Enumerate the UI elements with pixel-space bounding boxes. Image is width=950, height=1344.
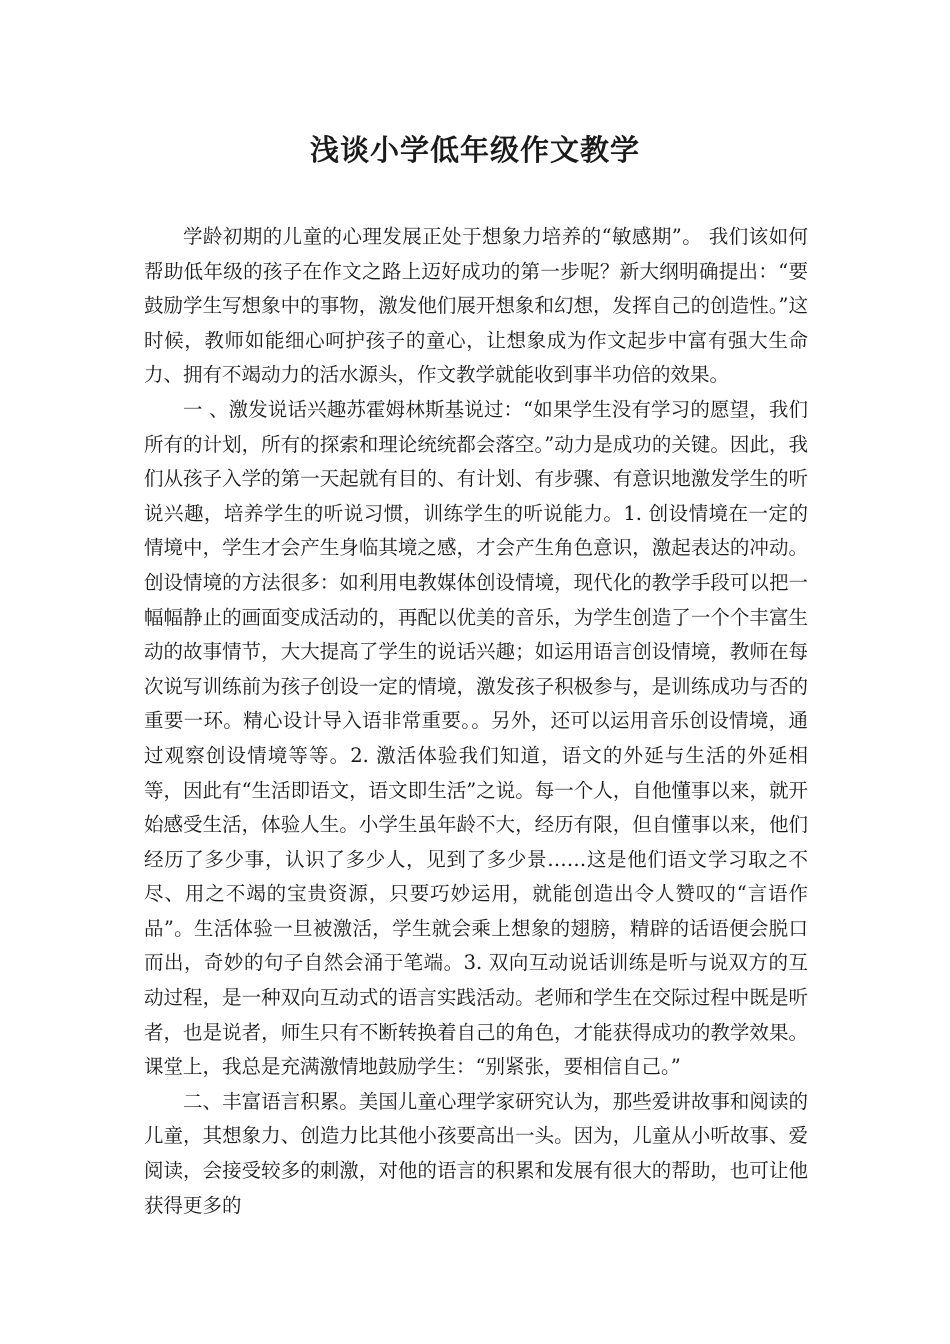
- paragraph-section-two: 二、丰富语言积累。美国儿童心理学家研究认为，那些爱讲故事和阅读的儿童，其想象力、创造力比其他小孩要高出一头。因为，儿童从小听故事、爱阅读，会接受较多的刺激，对他的语言的积累和发展有很大的帮助，也可让他获得更多的: [144, 1089, 808, 1217]
- paragraph-section-one: 一 、激发说话兴趣苏霍姆林斯基说过：“如果学生没有学习的愿望，我们所有的计划，所有的探索和理论统统都会落空。”动力是成功的关键。因此，我们从孩子入学的第一天起就有目的、有计划、有步骤、有意识地激发学生的听说兴趣，培养学生的听说习惯，训练学生的听说能力。1. 创设情境在一定的情境中，学生才会产生身临其境之感，才会产生角色意识，激起表达的冲动。创设情境的方法很多：如利用电教媒体创设情境，现代化的教学手段可以把一幅幅静止的画面变成活动的，再配以优美的音乐，为学生创造了一个个丰富生动的故事情节，大大提高了学生的说话兴趣；如运用语言创设情境，教师在每次说写训练前为孩子创设一定的情境，激发孩子积极参与，是训练成功与否的重要一环。精心设计导入语非常重要。。另外，还可以运用音乐创设情境，通过观察创设情境等等。2. 激活体验我们知道，语文的外延与生活的外延相等，因此有“生活即语文，语文即生活”之说。每一个人，自他懂事以来，就开始感受生活，体验人生。小学生虽年龄不大，经历有限，但自懂事以来，他们经历了多少事，认识了多少人，见到了多少景……这是他们语文学习取之不尽、用之不竭的宝贵资源，只要巧妙运用，就能创造出令人赞叹的“言语作品”。生活体验一旦被激活，学生就会乘上想象的翅膀，精辟的话语便会脱口而出，奇妙的句子自然会涌于笔端。3. 双向互动说话训练是听与说双方的互动过程，是一种双向互动式的语言实践活动。老师和学生在交际过程中既是听者，也是说者，师生只有不断转换着自己的角色，才能获得成功的教学效果。课堂上，我总是充满激情地鼓励学生：“别紧张，要相信自己。”: [144, 397, 808, 1079]
- document-title: 浅谈小学低年级作文教学: [309, 133, 640, 167]
- paragraph-intro: 学龄初期的儿童的心理发展正处于想象力培养的“敏感期”。 我们该如何帮助低年级的孩子在作文之路上迈好成功的第一步呢？新大纲明确提出：“要鼓励学生写想象中的事物，激发他们展开想象和幻想，发挥自己的创造性。”这时候，教师如能细心呵护孩子的童心，让想象成为作文起步中富有强大生命力、拥有不竭动力的活水源头，作文教学就能收到事半功倍的效果。: [144, 225, 808, 387]
- document-body: [144, 220, 808, 1223]
